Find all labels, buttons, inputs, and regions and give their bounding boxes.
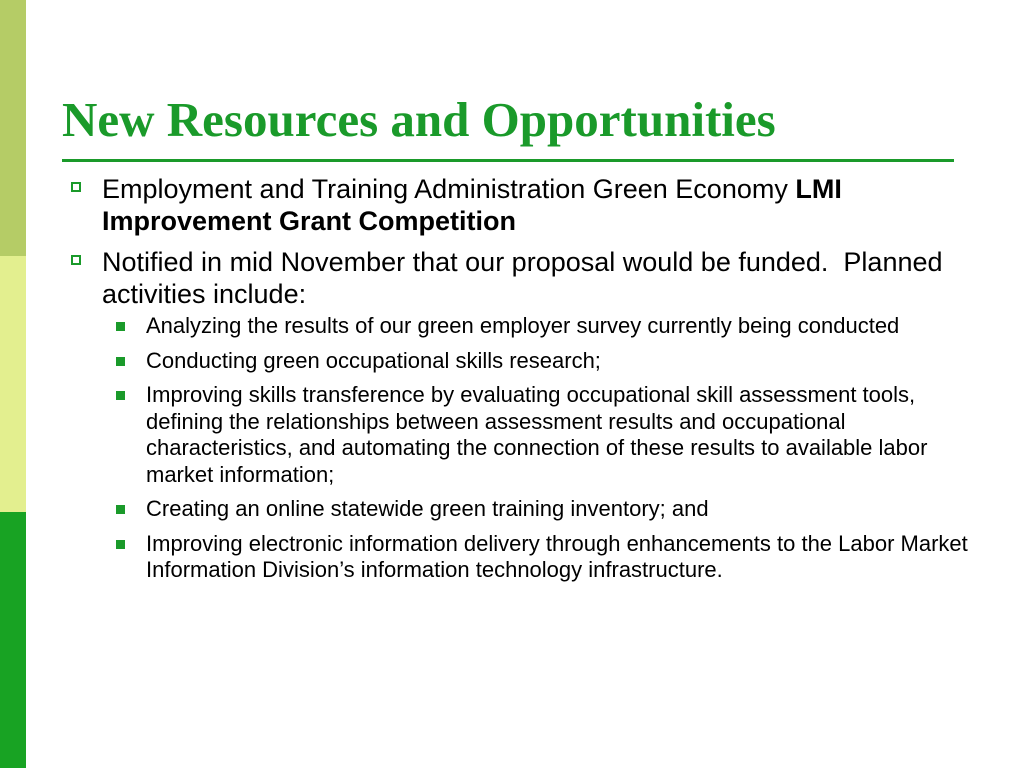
hollow-square-bullet-icon [71,255,81,265]
filled-square-bullet-icon [116,540,125,549]
slide-content [68,173,968,593]
slide-title: New Resources and Opportunities [62,92,776,147]
filled-square-bullet-icon [116,322,125,331]
bullet-list [68,173,968,584]
bullet-text: Employment and Training Administration Green Economy [102,174,796,204]
hollow-square-bullet-icon [71,182,81,192]
accent-segment-top [0,0,26,256]
filled-square-bullet-icon [116,357,125,366]
left-accent-bar [0,0,26,768]
sub-bullet-item [102,496,968,523]
filled-square-bullet-icon [116,391,125,400]
sub-bullet-item [102,313,968,340]
sub-bullet-list [102,313,968,584]
sub-bullet-item [102,531,968,584]
bullet-bold-text: LMI Improvement Grant Competition [102,174,842,236]
sub-bullet-text: Conducting green occupational skills research; [146,347,601,373]
accent-segment-middle [0,256,26,512]
sub-bullet-item [102,382,968,488]
bullet-item-grant [68,173,968,237]
accent-segment-bottom [0,512,26,768]
sub-bullet-text: Improving skills transference by evaluating occupational skill assessment tools, defining the relationships between assessment results and occupational characteristics, and automating the connection of these results to available labor market information; [146,382,928,487]
bullet-text: Notified in mid November that our proposal would be funded. Planned activities include: [102,247,943,309]
filled-square-bullet-icon [116,505,125,514]
sub-bullet-text: Improving electronic information delivery through enhancements to the Labor Market Information Division’s information technology infrastructure. [146,530,968,582]
title-underline-rule [62,159,954,162]
bullet-item-notified [68,246,968,584]
sub-bullet-item [102,348,968,375]
sub-bullet-text: Analyzing the results of our green employer survey currently being conducted [146,313,900,338]
sub-bullet-text: Creating an online statewide green training inventory; and [146,496,709,521]
